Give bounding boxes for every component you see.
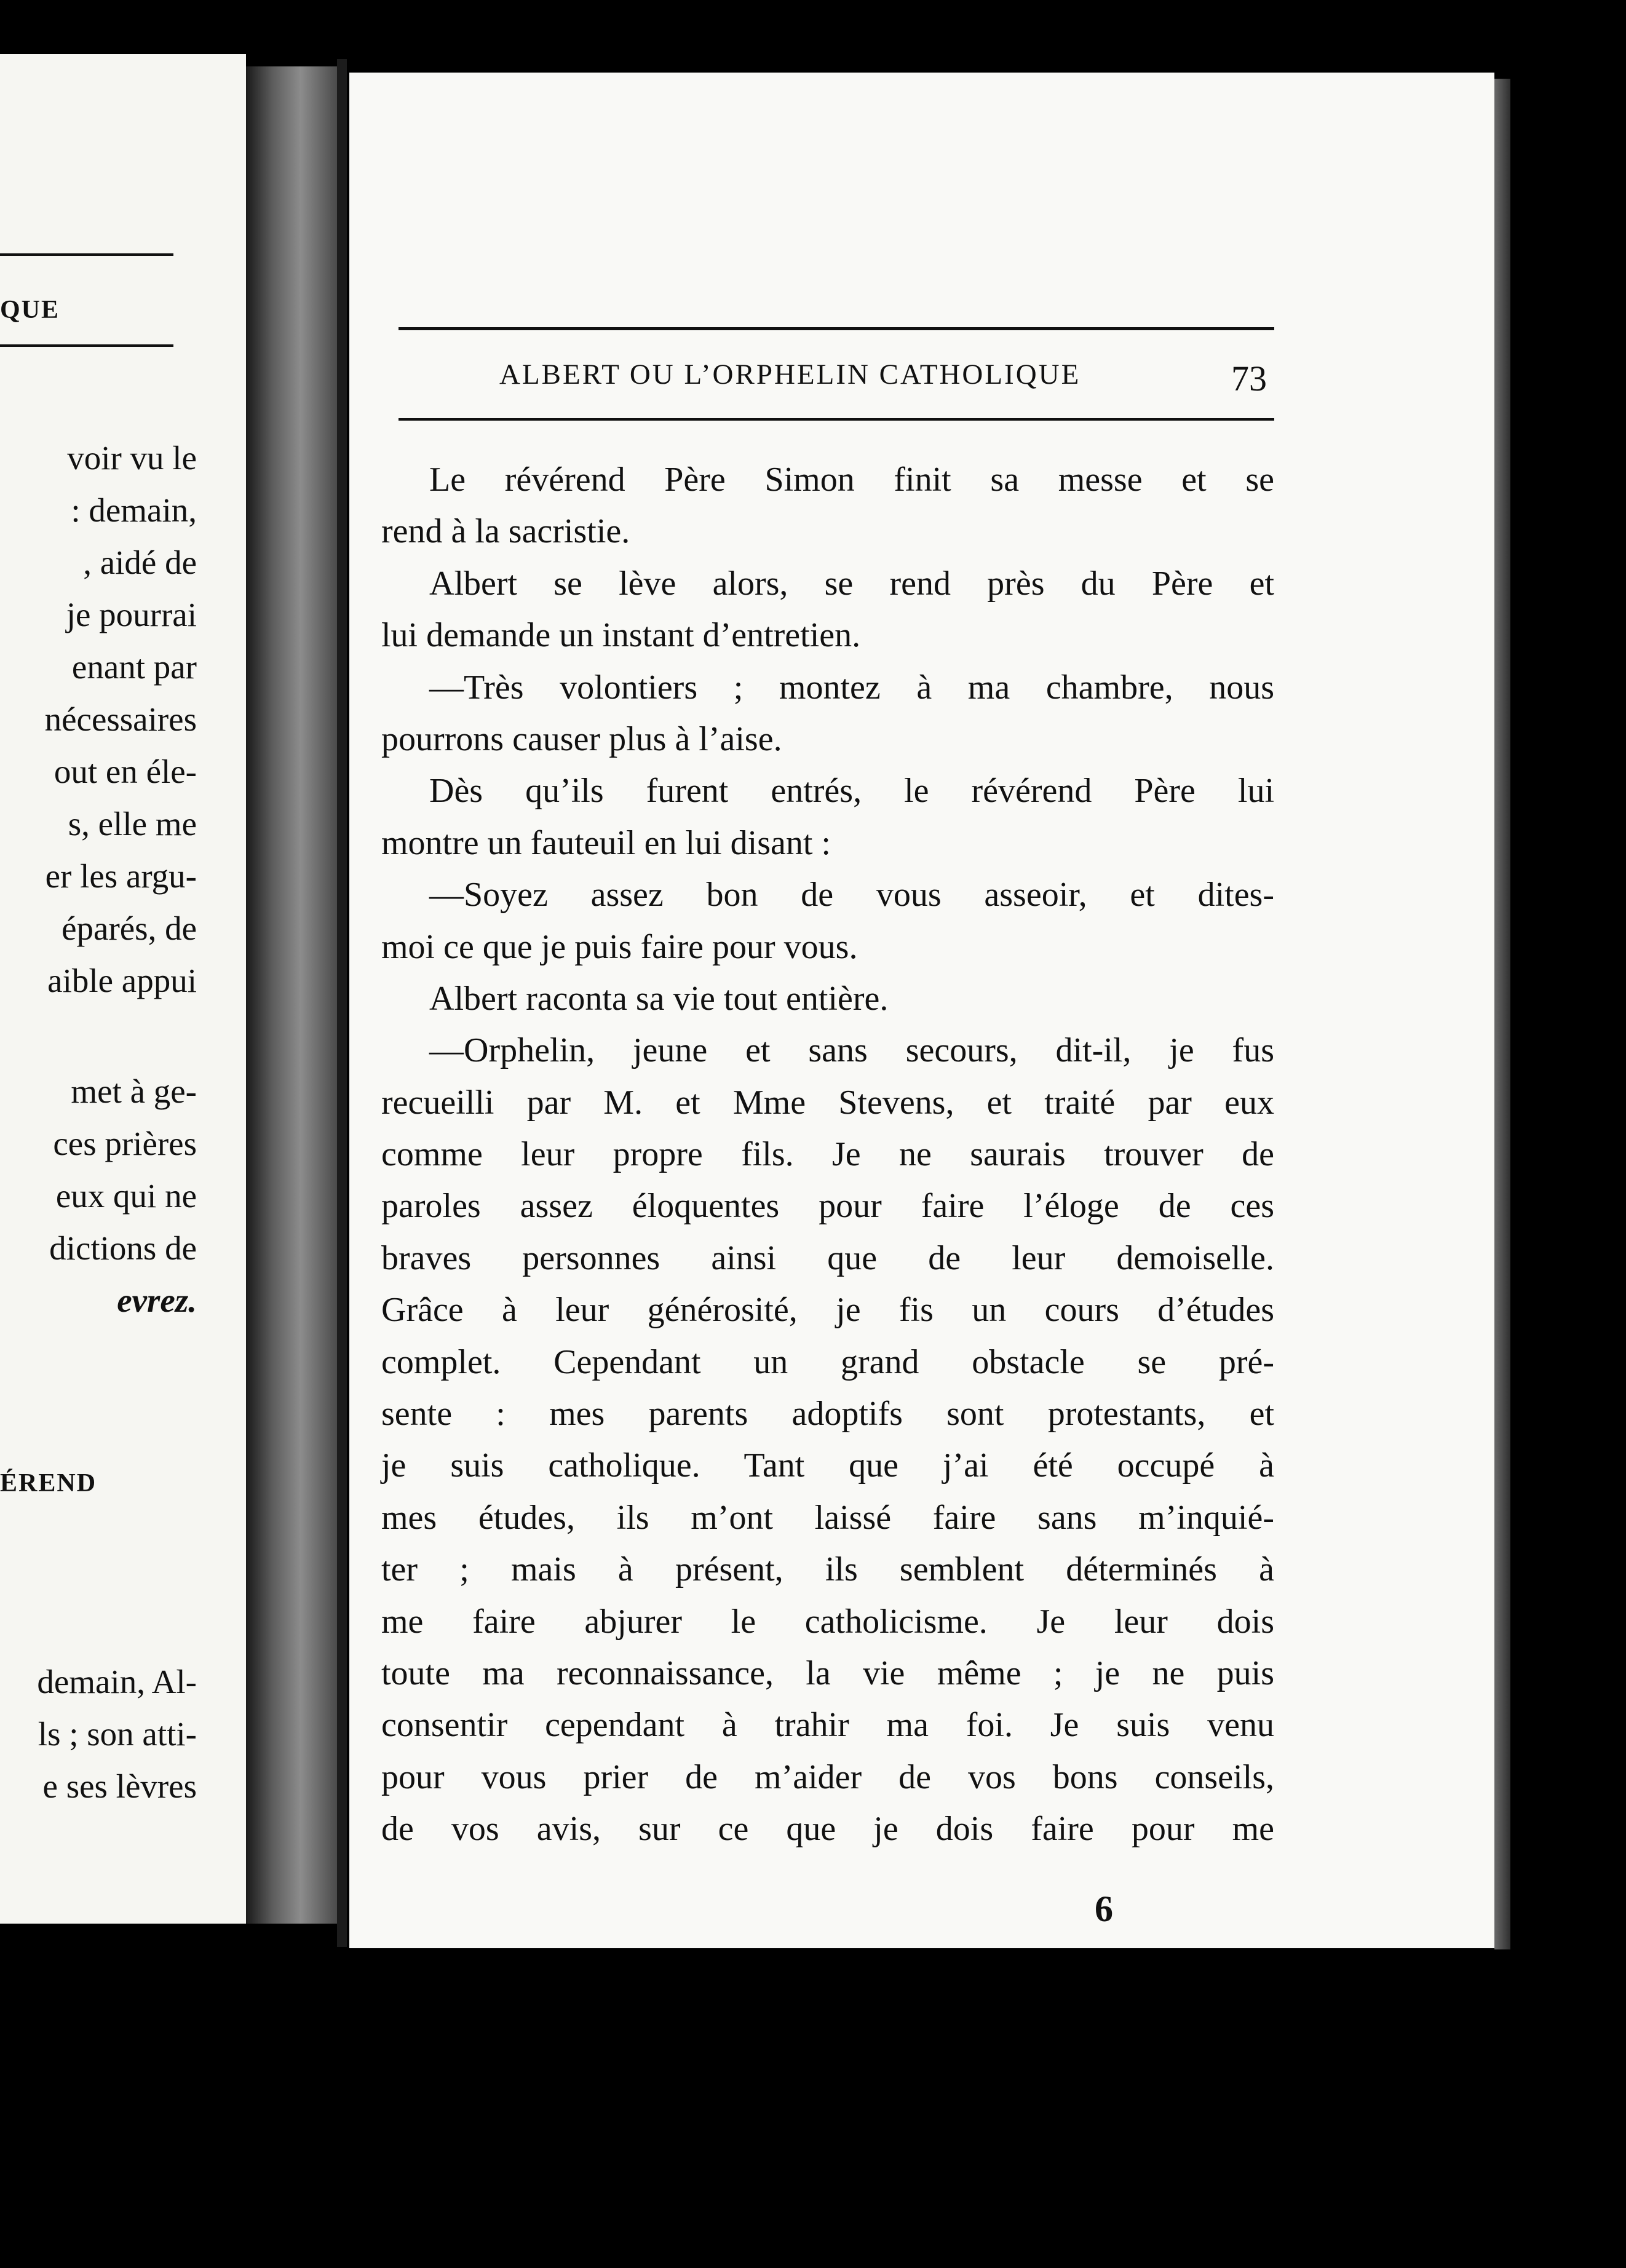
left-header-rule-bottom	[0, 344, 173, 347]
text-line: comme leur propre fils. Je ne saurais trouver de	[381, 1135, 1274, 1174]
text-line: recueilli par M. et Mme Stevens, et traité par eux	[381, 1083, 1274, 1122]
left-text-line: s, elle me	[68, 805, 197, 843]
text-line: me faire abjurer le catholicisme. Je leur dois	[381, 1602, 1274, 1641]
left-text-line: voir vu le	[67, 439, 197, 477]
text-line: toute ma reconnaissance, la vie même ; je ne puis	[381, 1654, 1274, 1692]
running-header: ALBERT OU L’ORPHELIN CATHOLIQUE	[499, 359, 1081, 391]
text-line: Grâce à leur générosité, je fis un cours d’études	[381, 1291, 1274, 1330]
text-line: Albert se lève alors, se rend près du Père et	[429, 564, 1274, 603]
text-line: ter ; mais à présent, ils semblent déterminés à	[381, 1550, 1274, 1589]
text-line: braves personnes ainsi que de leur demoiselle.	[381, 1239, 1274, 1277]
page-number: 73	[1231, 359, 1267, 398]
left-text-line: e ses lèvres	[42, 1767, 197, 1805]
left-text-line: ces prières	[53, 1125, 197, 1162]
left-header-rule-top	[0, 253, 173, 256]
text-line: —Très volontiers ; montez à ma chambre, nous	[429, 668, 1274, 707]
book-gutter	[246, 66, 337, 1924]
text-line: —Soyez assez bon de vous asseoir, et dites-	[429, 876, 1274, 914]
signature-mark: 6	[1095, 1889, 1113, 1929]
left-text-line: , aidé de	[83, 544, 197, 581]
header-rule-bottom	[399, 418, 1274, 421]
left-page	[0, 54, 246, 1924]
text-line: rend à la sacristie.	[381, 512, 630, 551]
left-running-header-fragment: QUE	[0, 296, 60, 324]
left-text-line: eux qui ne	[55, 1177, 197, 1215]
gutter-shadow	[337, 59, 347, 1947]
left-text-line: met à ge-	[71, 1073, 197, 1110]
left-text-line: je pourrai	[66, 596, 197, 633]
text-line: complet. Cependant un grand obstacle se pré-	[381, 1342, 1274, 1381]
left-text-line: demain, Al-	[37, 1663, 197, 1700]
left-text-line: enant par	[71, 648, 197, 686]
text-line: consentir cependant à trahir ma foi. Je suis venu	[381, 1706, 1274, 1745]
text-line: Dès qu’ils furent entrés, le révérend Père lui	[429, 772, 1274, 811]
left-text-line: éparés, de	[61, 910, 197, 947]
left-text-line: : demain,	[71, 491, 197, 529]
left-text-line: ls ; son atti-	[38, 1715, 197, 1753]
text-line: sente : mes parents adoptifs sont protestants, et	[381, 1395, 1274, 1433]
left-text-line: aible appui	[47, 962, 197, 999]
body-text	[381, 454, 1274, 1855]
left-text-line: evrez.	[117, 1282, 197, 1319]
text-line: moi ce que je puis faire pour vous.	[381, 927, 858, 966]
text-line: Albert raconta sa vie tout entière.	[429, 979, 889, 1018]
text-line: paroles assez éloquentes pour faire l’éloge de ces	[381, 1187, 1274, 1226]
text-line: montre un fauteuil en lui disant :	[381, 823, 831, 862]
header-rule-top	[399, 327, 1274, 330]
page-edge	[1494, 79, 1510, 1949]
text-line: je suis catholique. Tant que j’ai été occupé à	[381, 1446, 1274, 1485]
text-line: —Orphelin, jeune et sans secours, dit-il, je fus	[429, 1031, 1274, 1070]
text-line: lui demande un instant d’entretien.	[381, 616, 861, 655]
text-line: de vos avis, sur ce que je dois faire pour me	[381, 1810, 1274, 1849]
left-text-line: dictions de	[49, 1229, 197, 1267]
text-line: mes études, ils m’ont laissé faire sans m’inquié-	[381, 1498, 1274, 1537]
left-heading-fragment: ÉREND	[0, 1469, 97, 1497]
left-text-line: out en éle-	[54, 753, 197, 790]
left-text-line: er les argu-	[45, 857, 197, 895]
left-text-line: nécessaires	[44, 700, 197, 738]
text-line: pourrons causer plus à l’aise.	[381, 720, 782, 758]
text-line: pour vous prier de m’aider de vos bons conseils,	[381, 1758, 1274, 1796]
text-line: Le révérend Père Simon finit sa messe et se	[429, 461, 1274, 499]
